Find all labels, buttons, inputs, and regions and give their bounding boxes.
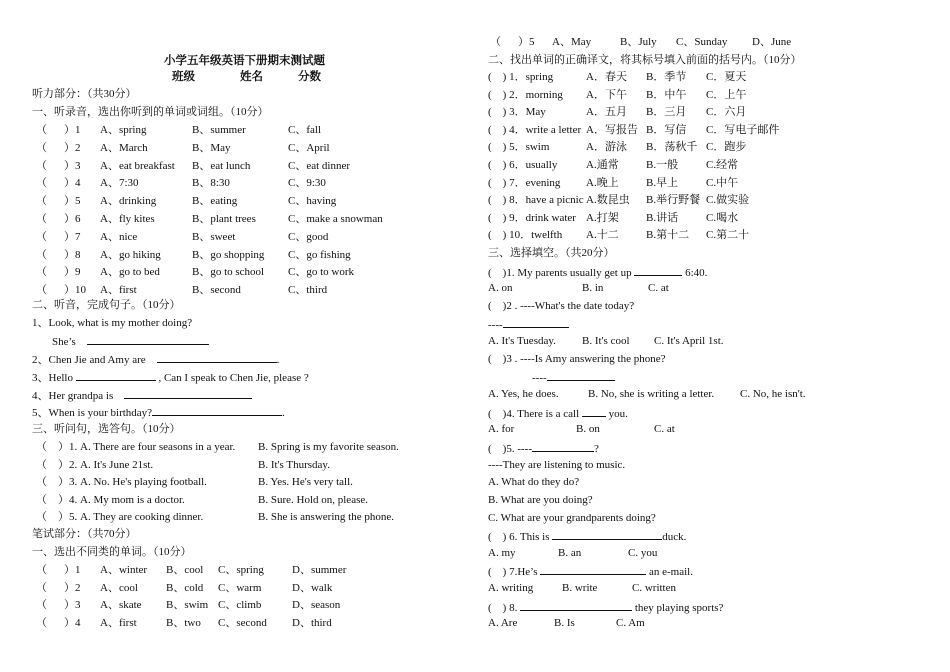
question-number: ）7 <box>64 230 81 243</box>
option-b: B、eat lunch <box>192 159 251 172</box>
question-number: ）4 <box>64 617 81 630</box>
option: B. on <box>576 423 600 435</box>
question-line: ( ) 8．have a picnic <box>488 194 584 207</box>
option-c: C、9:30 <box>288 177 326 190</box>
question-text: ( ) 6. This is <box>488 531 550 543</box>
dash: ---- <box>532 372 547 384</box>
option-a: A．游泳 <box>586 141 627 154</box>
answer-bracket: （ <box>36 617 47 630</box>
option: A. for <box>488 423 515 435</box>
answer-bracket: （ <box>36 284 47 297</box>
option-c: C、Sunday <box>676 36 728 48</box>
option-c: C、go to work <box>288 266 354 279</box>
answer-line <box>532 369 615 385</box>
question-line <box>488 440 599 456</box>
option-b: B、two <box>166 617 201 630</box>
option-d: D、season <box>292 599 341 612</box>
option-a: A.打架 <box>586 211 619 224</box>
option-c: C.经常 <box>706 159 739 171</box>
question-number: ）1 <box>64 124 81 136</box>
option-b: B、second <box>192 284 241 297</box>
answer-bracket: （ <box>36 159 47 172</box>
answer-blank[interactable] <box>582 405 606 417</box>
option-a: A．写报告 <box>586 123 638 136</box>
question-line: ( ) 1．spring <box>488 71 554 83</box>
question-text-end: you. <box>608 408 628 420</box>
option-a: A、spring <box>100 124 147 136</box>
option-a: A．下午 <box>586 88 627 101</box>
option-b: B．三月 <box>646 106 687 119</box>
option-b: B．季节 <box>646 71 687 83</box>
option-c: C、fall <box>288 124 321 136</box>
option-c: C、go fishing <box>288 248 351 261</box>
reply-line: ----They are listening to music. <box>488 459 626 471</box>
question-number: ）2 <box>64 581 81 594</box>
option: B. Is <box>554 617 575 629</box>
answer-bracket: （ <box>36 266 47 279</box>
question-text: 5、When is your birthday? <box>32 407 153 419</box>
question-number: ）3 <box>64 159 81 172</box>
option-d: D、June <box>752 36 792 48</box>
question-text: 4、Her grandpa is <box>32 390 114 402</box>
question-line <box>32 369 309 385</box>
option: A. It's Tuesday. <box>488 335 556 347</box>
option-a: A.数昆虫 <box>586 194 630 207</box>
option-b: B.早上 <box>646 176 679 189</box>
question-number: ）5 <box>64 195 81 208</box>
page-title: 小学五年级英语下册期末测试题 <box>164 55 325 67</box>
option-b: B、eating <box>192 195 238 208</box>
option-a: A、fly kites <box>100 213 155 225</box>
option-b: B. She is answering the phone. <box>258 511 394 524</box>
writing-header: 笔试部分：（共70分） <box>32 528 137 540</box>
option-b: B、swim <box>166 599 209 612</box>
option-a: （ ）3. A. No. He's playing football. <box>36 476 207 489</box>
answer-bracket: （ <box>36 564 47 576</box>
option-c: C．写电子邮件 <box>706 123 780 136</box>
option-c: C、good <box>288 230 329 243</box>
name-field-label: 姓名 <box>240 71 263 83</box>
option: C. at <box>648 282 669 294</box>
answer-blank[interactable] <box>552 528 662 540</box>
option-b: B.一般 <box>646 159 679 171</box>
answer-blank[interactable] <box>87 333 209 345</box>
question-line: ( )2 . ----What's the date today? <box>488 300 635 312</box>
section-title: 一、选出不同类的单词。（10分） <box>32 546 192 558</box>
answer-blank[interactable] <box>547 369 615 381</box>
option: B. in <box>582 282 604 294</box>
option: A. Are <box>488 617 518 629</box>
option-a: （ ）2. A. It's June 21st. <box>36 458 154 471</box>
option-a: A、March <box>100 141 148 154</box>
question-text-end: they playing sports? <box>634 602 724 614</box>
section-title: 三、选择填空。（共20分） <box>488 247 615 259</box>
answer-line <box>488 316 569 332</box>
option-c: C、make a snowman <box>288 213 383 225</box>
option-a: （ ）1. A. There are four seasons in a year. <box>36 441 236 453</box>
option-a: A．春天 <box>586 71 627 83</box>
option-a: （ ）5. A. They are cooking dinner. <box>36 511 204 524</box>
answer-blank[interactable] <box>124 387 252 399</box>
option-b: B.讲话 <box>646 211 679 224</box>
question-number: ）9 <box>64 266 81 279</box>
question-text: 2、Chen Jie and Amy are <box>32 354 146 366</box>
answer-blank[interactable] <box>503 316 569 328</box>
option: C. Am <box>616 617 645 629</box>
question-number: ）2 <box>64 141 81 154</box>
option-b: B、July <box>620 36 657 48</box>
score-field-label: 分数 <box>298 71 321 83</box>
answer-bracket: （ <box>36 248 47 261</box>
option-a: A、winter <box>100 564 148 576</box>
question-text: ( )5. ---- <box>488 443 532 455</box>
dash: ---- <box>488 319 503 331</box>
question-line: ( ) 2．morning <box>488 88 563 101</box>
question-text: She’s <box>52 336 76 348</box>
answer-blank[interactable] <box>157 351 277 363</box>
option-c: C．上午 <box>706 88 747 101</box>
question-line: 1、Look, what is my mother doing? <box>32 317 193 329</box>
answer-bracket: （ <box>36 141 47 154</box>
option-c: C.第二十 <box>706 229 750 242</box>
question-number: ）4 <box>64 177 81 190</box>
question-line <box>488 563 693 579</box>
listening-header: 听力部分：（共30分） <box>32 88 137 100</box>
option-c: C、second <box>218 617 267 630</box>
option-c: C．夏天 <box>706 71 747 83</box>
option-b: B、sweet <box>192 230 236 243</box>
answer-blank[interactable] <box>76 369 156 381</box>
option-c: C.做实验 <box>706 194 750 207</box>
answer-bracket: （ <box>490 36 501 48</box>
option: A. writing <box>488 582 534 594</box>
question-text: ( ) 8. <box>488 602 518 614</box>
question-line <box>488 599 723 615</box>
option-c: C、April <box>288 141 330 154</box>
option-c: C、climb <box>218 599 262 612</box>
option-b: B．荡秋千 <box>646 141 698 154</box>
question-line <box>32 351 279 367</box>
option: B. an <box>558 547 582 559</box>
answer-blank[interactable] <box>634 264 682 276</box>
option-a: A、go to bed <box>100 266 160 279</box>
question-line: ( ) 5．swim <box>488 141 550 154</box>
option: A. Yes, he does. <box>488 388 559 400</box>
option-a: （ ）4. A. My mom is a doctor. <box>36 493 185 506</box>
option-b: B、cool <box>166 564 204 576</box>
question-text-end: duck. <box>662 531 687 543</box>
question-text-end: 6:40. <box>685 267 708 279</box>
answer-blank[interactable] <box>540 563 646 575</box>
option: B. What are you doing? <box>488 494 593 506</box>
answer-bracket: （ <box>36 124 47 136</box>
option: B. It's cool <box>582 335 630 347</box>
question-line <box>32 404 285 420</box>
option-a: A.晚上 <box>586 176 619 189</box>
option-b: B. It's Thursday. <box>258 458 330 471</box>
option-c: C、having <box>288 195 337 208</box>
answer-blank[interactable] <box>532 440 594 452</box>
answer-bracket: （ <box>36 230 47 243</box>
option-b: B、go to school <box>192 266 265 279</box>
question-line: ( ) 10．twelfth <box>488 229 563 242</box>
section-title: 一、听录音，选出你听到的单词或词组。（10分） <box>32 106 269 118</box>
question-line <box>488 264 707 280</box>
class-field-label: 班级 <box>172 71 195 83</box>
question-text: ( )1. My parents usually get up <box>488 267 632 279</box>
option: C. No, he isn't. <box>740 388 806 400</box>
question-text-end: . <box>276 354 280 366</box>
option: C. you <box>628 547 658 559</box>
option-b: B、summer <box>192 124 246 136</box>
answer-bracket: （ <box>36 195 47 208</box>
option-a: A、drinking <box>100 195 157 208</box>
option-b: B、May <box>192 141 231 154</box>
option-b: B.第十二 <box>646 229 690 242</box>
option-b: B. Sure. Hold on, please. <box>258 493 368 506</box>
option: A. my <box>488 547 516 559</box>
question-line: ( ) 9．drink water <box>488 211 576 224</box>
answer-bracket: （ <box>36 213 47 225</box>
option-b: B.举行野餐 <box>646 194 701 207</box>
option: A. What do they do? <box>488 476 580 488</box>
question-text-end: , Can I speak to Chen Jie, please ? <box>158 372 309 384</box>
answer-bracket: （ <box>36 599 47 612</box>
option-b: B. Spring is my favorite season. <box>258 441 399 453</box>
question-text-end: an e-mail. <box>649 566 693 578</box>
question-number: ）6 <box>64 213 81 225</box>
option-a: A、skate <box>100 599 142 612</box>
answer-bracket: （ <box>36 177 47 190</box>
question-number: ）1 <box>64 564 81 576</box>
option-a: A、first <box>100 617 137 630</box>
option-a: A、May <box>552 36 592 48</box>
option: B. No, she is writing a letter. <box>588 388 715 400</box>
option-a: A、7:30 <box>100 177 139 190</box>
option: B. write <box>562 582 598 594</box>
question-text: ( ) 7.He’s <box>488 566 538 578</box>
option-d: D、summer <box>292 564 347 576</box>
option-c: C.喝水 <box>706 211 739 224</box>
option-b: B. Yes. He's very tall. <box>258 476 353 489</box>
answer-bracket: （ <box>36 581 47 594</box>
answer-blank[interactable] <box>520 599 632 611</box>
option-b: B、go shopping <box>192 248 265 261</box>
question-line: ( ) 6．usually <box>488 159 558 171</box>
question-number: ）5 <box>518 36 535 48</box>
option-a: A、nice <box>100 230 138 243</box>
option: C. It's April 1st. <box>654 335 724 347</box>
option-c: C、warm <box>218 581 262 594</box>
question-line: ( ) 3．May <box>488 106 546 119</box>
question-line <box>32 387 252 403</box>
question-line: ( ) 4．write a letter <box>488 123 582 136</box>
option-c: C．六月 <box>706 106 747 119</box>
option-c: C、third <box>288 284 328 297</box>
option-a: A、first <box>100 284 137 297</box>
option: C. What are your grandparents doing? <box>488 512 656 524</box>
question-line <box>488 405 628 421</box>
option: C. at <box>654 423 675 435</box>
question-line: ( )3 . ----Is Amy answering the phone? <box>488 353 666 365</box>
question-number: ）10 <box>64 284 86 297</box>
question-number: ）8 <box>64 248 81 261</box>
question-number: ）3 <box>64 599 81 612</box>
section-title: 二、找出单词的正确译文，将其标号填入前面的括号内。（10分） <box>488 54 802 66</box>
question-line <box>52 333 209 349</box>
option-b: B、cold <box>166 581 204 594</box>
section-title: 二、听音，完成句子。（10分） <box>32 299 181 311</box>
option-c: C、spring <box>218 564 264 576</box>
option-b: B．写信 <box>646 123 687 136</box>
question-text: 3、Hello <box>32 372 73 384</box>
option-a: A、cool <box>100 581 138 594</box>
option-a: A.十二 <box>586 229 619 242</box>
option-a: A．五月 <box>586 106 627 119</box>
question-text-end: . <box>282 407 285 419</box>
option-a: A、eat breakfast <box>100 159 175 172</box>
option-a: A、go hiking <box>100 248 161 261</box>
option-b: B、8:30 <box>192 177 230 190</box>
question-line <box>488 528 686 544</box>
option-d: D、walk <box>292 581 333 594</box>
question-text-end: ? <box>593 443 599 455</box>
option-c: C．跑步 <box>706 141 747 154</box>
question-text: ( )4. There is a call <box>488 408 580 420</box>
option-c: C.中午 <box>706 176 739 189</box>
answer-blank[interactable] <box>152 404 282 416</box>
option-c: C、eat dinner <box>288 159 351 172</box>
option-b: B、plant trees <box>192 213 256 225</box>
option: A. on <box>488 282 513 294</box>
section-title: 三、听问句，选答句。（10分） <box>32 423 181 435</box>
option: C. written <box>632 582 676 594</box>
option-b: B．中午 <box>646 88 687 101</box>
question-line: ( ) 7．evening <box>488 176 561 189</box>
option-a: A.通常 <box>586 159 619 171</box>
option-d: D、third <box>292 617 332 630</box>
